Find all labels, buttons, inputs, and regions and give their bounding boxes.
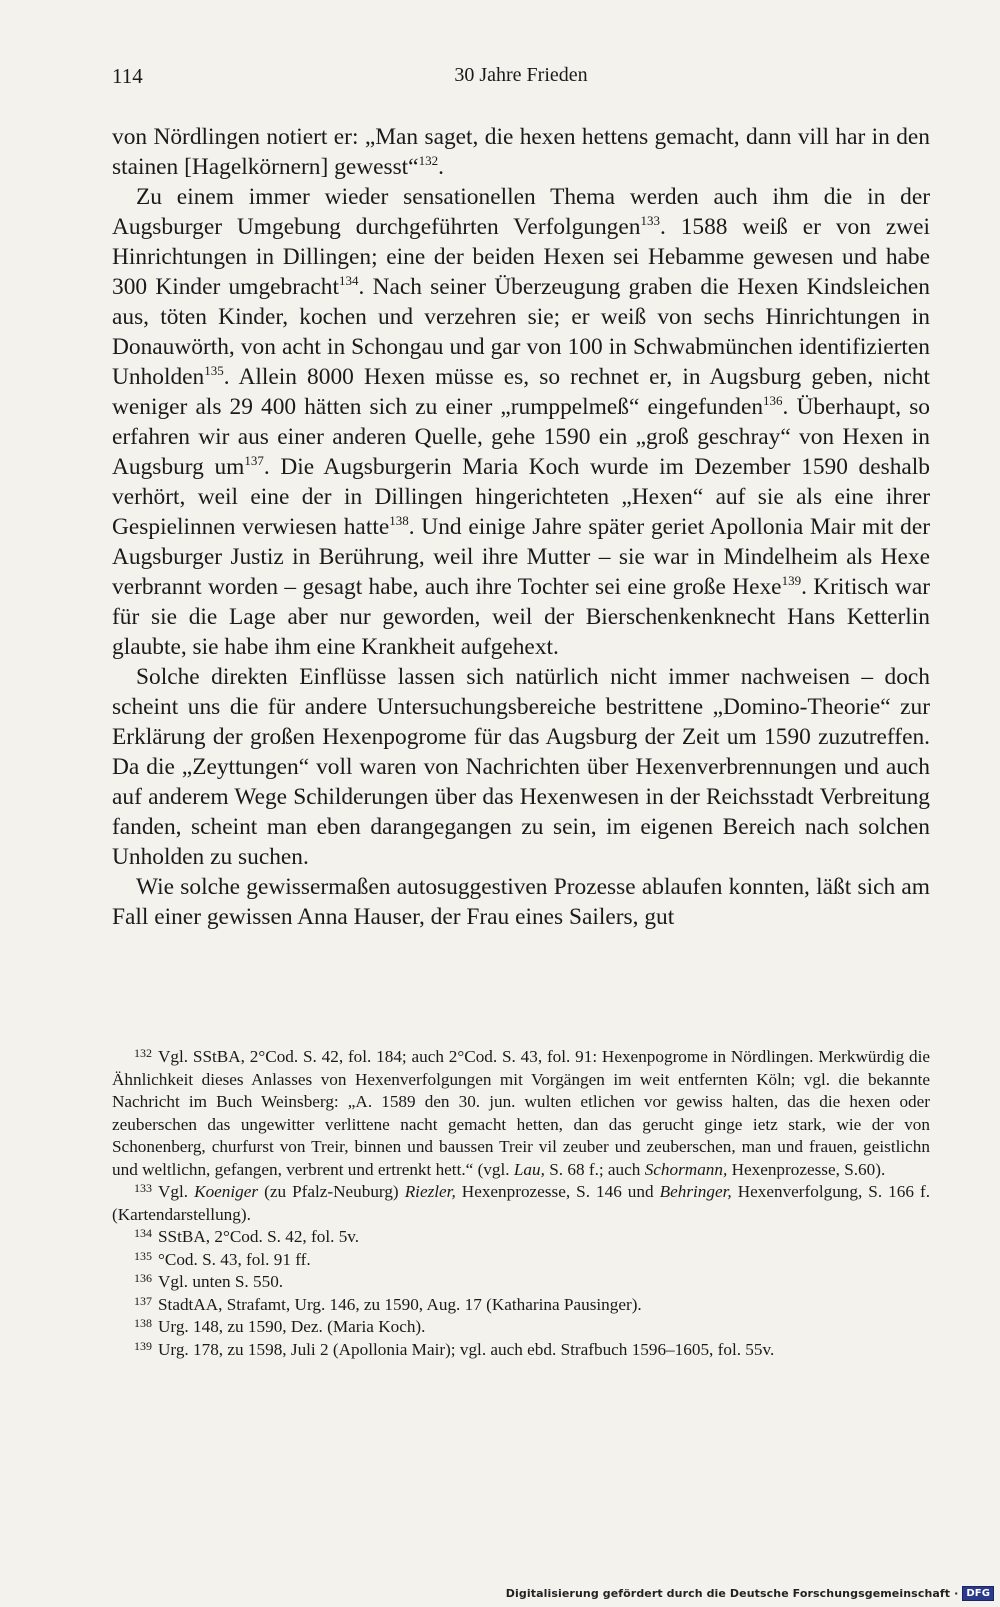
footnote-number: 136 xyxy=(134,1271,152,1285)
footnote-ref-136: 136 xyxy=(763,393,783,408)
footnote-134 xyxy=(112,1226,930,1249)
footnote-text: StadtAA, Strafamt, Urg. 146, zu 1590, Aug. 17 (Katharina Pausinger). xyxy=(158,1294,642,1314)
paragraph-1 xyxy=(112,122,930,182)
footnote-number: 132 xyxy=(134,1046,152,1060)
footnotes xyxy=(112,1046,930,1361)
footnote-ref-133: 133 xyxy=(640,213,660,228)
text-span: (zu Pfalz-Neuburg) xyxy=(258,1182,405,1201)
text-span: . 1588 weiß er von zwei Hinrichtungen in Dillingen; eine der beiden Hexen sei Hebamme gewesen und habe 300 Kinder umgebracht xyxy=(112,214,931,300)
footnote-number: 138 xyxy=(134,1316,152,1330)
footnote-133 xyxy=(112,1181,930,1226)
footnote-ref-132: 132 xyxy=(418,153,439,168)
running-title: 30 Jahre Frieden xyxy=(454,64,588,86)
footnote-ref-139: 139 xyxy=(781,573,802,588)
text-span: . Nach seiner Überzeugung graben die Hexen Kindsleichen aus, töten Kinder, kochen und verzehren sie; er weiß von sechs Hinrichtungen in Donauwörth, von acht in Schongau und gar von 100 in Schwabmünchen identifizierten Unholden xyxy=(112,274,930,390)
paragraph-3: Solche direkten Einflüsse lassen sich natürlich nicht immer nachweisen – doch scheint uns die für andere Untersuchungsbereiche bestrittene „Domino-Theorie“ zur Erklärung der großen Hexenpogrome für das Augsburg der Zeit um 1590 zuzutreffen. Da die „Zeyttungen“ voll waren von Nachrichten über Hexenverbrennungen und auch auf anderem Wege Schilderungen über das Hexenwesen in der Reichsstadt Verbreitung fanden, scheint man eben darangegangen zu sein, im eigenen Bereich nach solchen Unholden zu suchen. xyxy=(112,664,930,870)
footnote-text: Urg. 178, zu 1598, Juli 2 (Apollonia Mair); vgl. auch ebd. Strafbuch 1596–1605, fol. 55v. xyxy=(158,1339,775,1359)
footnote-ref-134: 134 xyxy=(338,273,359,288)
footnote-ref-137: 137 xyxy=(244,453,264,468)
text-span: . Überhaupt, so erfahren wir aus einer anderen Quelle, gehe 1590 ein „groß geschray“ von Hexen in Augsburg um xyxy=(112,394,930,480)
footnote-135 xyxy=(112,1249,930,1272)
paragraph-2 xyxy=(112,182,930,662)
author-name: Riezler, xyxy=(404,1182,456,1201)
footnote-number: 134 xyxy=(134,1226,152,1240)
author-name: Lau, xyxy=(513,1159,545,1179)
footnote-138 xyxy=(112,1316,930,1339)
main-text xyxy=(112,122,930,932)
text-span: . xyxy=(438,154,444,180)
page-header xyxy=(112,64,930,94)
text-span: Zu einem immer wieder sensationellen Thema werden auch ihm die in der Augsburger Umgebung durchgeführten Verfolgungen xyxy=(112,184,930,240)
footnote-136 xyxy=(112,1271,930,1294)
footnote-ref-138: 138 xyxy=(389,513,409,528)
dfg-logo: DFG xyxy=(962,1586,994,1601)
text-span: . Kritisch war für sie die Lage aber nur geworden, weil der Bierschenkenknecht Hans Ketterlin glaubte, sie habe ihm eine Krankheit aufgehext. xyxy=(112,574,931,660)
author-name: Schormann, xyxy=(644,1159,728,1179)
text-span: Hexenprozesse, S. 146 und xyxy=(455,1182,660,1201)
paragraph-4: Wie solche gewissermaßen autosuggestiven Prozesse ablaufen konnten, läßt sich am Fall einer gewissen Anna Hauser, der Frau eines Sailers, gut xyxy=(112,874,930,930)
author-name: Koeniger xyxy=(194,1182,259,1201)
text-span: . Allein 8000 Hexen müsse es, so rechnet er, in Augsburg geben, nicht weniger als 29 400 hätten sich zu einer „rumppelmeß“ eingefunden xyxy=(112,364,930,420)
footnote-number: 137 xyxy=(134,1293,152,1308)
digitization-credit xyxy=(506,1583,994,1603)
text-span: Vgl. SStBA, 2°Cod. S. 42, fol. 184; auch 2°Cod. S. 43, fol. 91: Hexenpogrome in Nördlingen. Merkwürdig die Ähnlichkeit dieses Anlasses von Hexenverfolgungen mit Vorgängen im weit entfernten Köln; vgl. die bekannte Nachricht im Buch Weinsberg: „A. 1589 den 30. jun. wulten etlichen vor gewiss halten, das die hexen oder zeuberschen das ungewitter verlittene nacht gemacht hetten, dan das gerucht ginge ietz stark, wie der von Schonenberg, churfurst von Treir, binnen und baussen Treir vil zeuber und zeuberschen, man und frauen, geistlichn und weltlichn, gefangen, verbrent und ertrenkt hett.“ (vgl. xyxy=(112,1047,930,1179)
footnote-text: SStBA, 2°Cod. S. 42, fol. 5v. xyxy=(158,1227,360,1246)
author-name: Behringer, xyxy=(659,1182,732,1201)
footnote-132 xyxy=(112,1046,930,1181)
footnote-number: 133 xyxy=(134,1181,152,1195)
text-span: . Und einige Jahre später geriet Apollonia Mair mit der Augsburger Justiz in Berührung, weil ihre Mutter – sie war in Mindelheim als Hexe verbrannt worden – gesagt habe, auch ihre Tochter sei eine große Hexe xyxy=(112,514,930,600)
page-number: 114 xyxy=(112,64,143,88)
text-span: Hexenprozesse, S.60). xyxy=(727,1159,886,1179)
footnote-number: 139 xyxy=(134,1338,152,1353)
text-span: von Nördlingen notiert er: „Man saget, die hexen hettens gemacht, dann vill har in den stainen [Hagelkörnern] gewesst“ xyxy=(112,124,930,180)
footnote-number: 135 xyxy=(134,1248,152,1263)
text-span: Hexenverfolgung, S. 166 f. (Kartendarstellung). xyxy=(112,1182,931,1224)
text-span: Vgl. xyxy=(158,1182,195,1201)
text-span: S. 68 f.; auch xyxy=(544,1159,645,1179)
footnote-text: °Cod. S. 43, fol. 91 ff. xyxy=(158,1249,311,1269)
credit-text: Digitalisierung gefördert durch die Deutsche Forschungsgemeinschaft · xyxy=(505,1586,959,1600)
footnote-text: Vgl. unten S. 550. xyxy=(158,1272,284,1291)
footnote-137 xyxy=(112,1294,930,1317)
text-span: . Die Augsburgerin Maria Koch wurde im Dezember 1590 deshalb verhört, weil eine der in Dillingen hingerichteten „Hexen“ auf sie als eine ihrer Gespielinnen verwiesen hatte xyxy=(112,454,931,540)
footnote-139 xyxy=(112,1339,930,1362)
footnote-text: Urg. 148, zu 1590, Dez. (Maria Koch). xyxy=(158,1317,426,1336)
footnote-ref-135: 135 xyxy=(204,363,224,378)
